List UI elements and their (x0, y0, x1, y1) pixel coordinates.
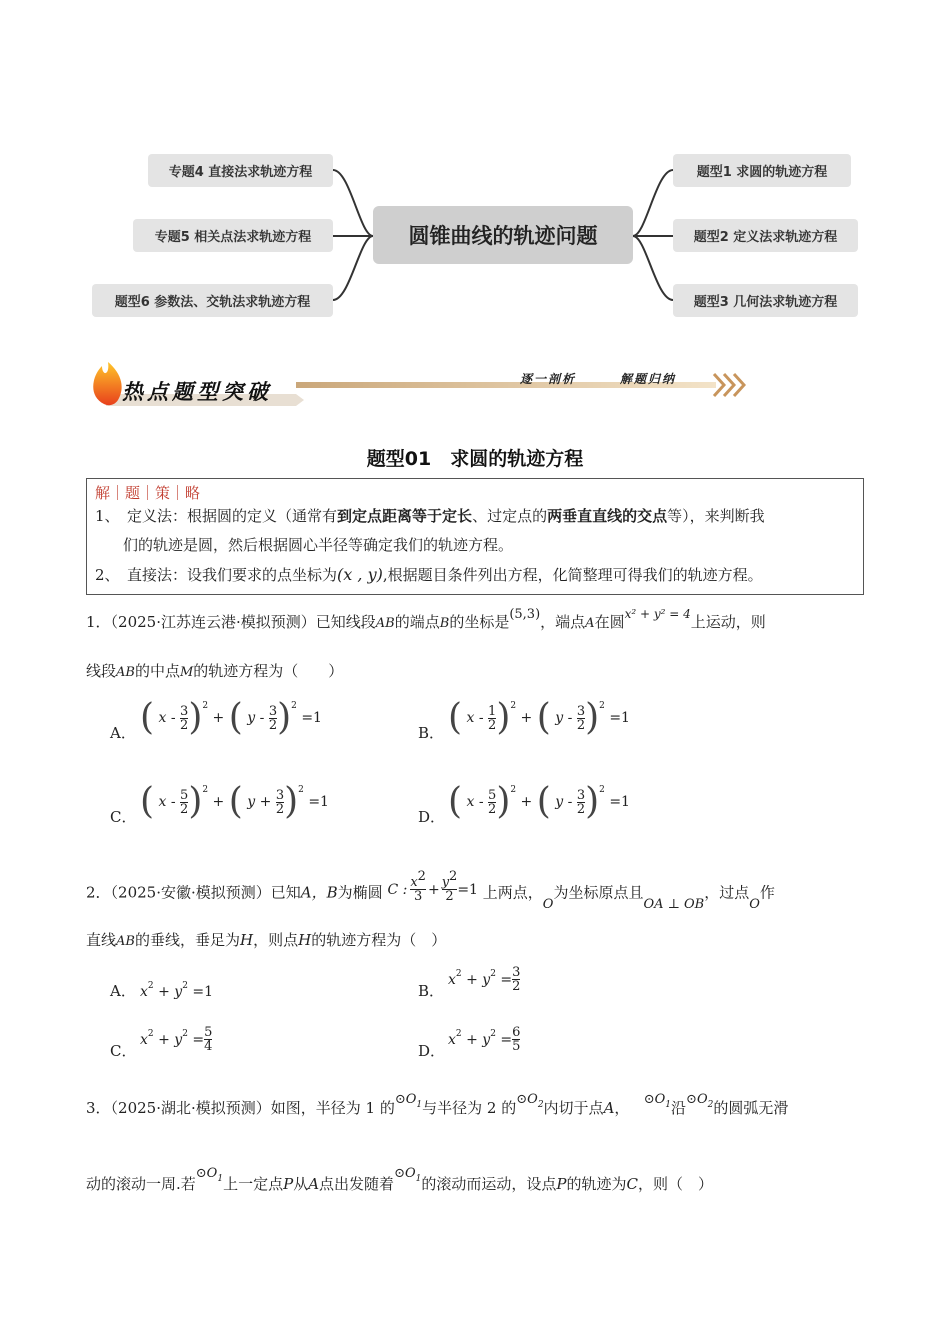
q2-option-c-equation: x 2 + y 2 = $\frac{5}{4}$ (140, 1025, 213, 1054)
mindmap-center: 圆锥曲线的轨迹问题 (373, 206, 633, 264)
banner-sub-summarize: 解题归纳 (620, 372, 677, 386)
q2-option-d-equation: x 2 + y 2 = $\frac{6}{5}$ (448, 1025, 521, 1054)
strategy-heading: 解｜题｜策｜略 (95, 484, 201, 502)
strategy-item-1-line2: 们的轨迹是圆，然后根据圆心半径等确定我们的轨迹方程。 (123, 536, 514, 554)
mindmap-node-type2: 题型2 定义法求轨迹方程 (673, 219, 858, 252)
flame-icon (93, 362, 121, 405)
q1-option-c-equation: ( x - $\frac{5}{2}$ ) 2 + ( y + $\frac{3}{2}$ ) 2 =1 (140, 781, 329, 822)
strategy-item-2: 2、 直接法：设我们要求的点坐标为(x , y),根据题目条件列出方程，化简整理可得我们的轨迹方程。 (95, 565, 763, 584)
q1-line1: 1．（2025·江苏连云港·模拟预测）已知线段AB的端点B的坐标是(5,3)，端点A在圆$^{x^2 + y^2 = 4}$上运动，则 (86, 607, 766, 631)
mindmap-node-topic4: 专题4 直接法求轨迹方程 (148, 154, 333, 187)
banner-title: 热点题型突破 (122, 379, 272, 404)
banner-sub-analyze: 逐一剖析 (520, 372, 577, 386)
q2-option-a-equation: x 2 + y 2 =1 (140, 981, 214, 1000)
mindmap-node-type6: 题型6 参数法、交轨法求轨迹方程 (92, 284, 333, 317)
q1-option-b-equation: ( x - $\frac{1}{2}$ ) 2 + ( y - $\frac{3}{2}$ ) 2 =1 (448, 697, 630, 738)
mindmap-node-topic5: 专题5 相关点法求轨迹方程 (133, 219, 333, 252)
q2-option-c-label[interactable]: C． (110, 1042, 137, 1060)
strategy-item-1: 1、 定义法：根据圆的定义（通常有到定点距离等于定长、过定点的两垂直直线的交点等），来判断我 (95, 507, 765, 525)
q1-option-b-label[interactable]: B． (418, 724, 445, 742)
q1-line2: 线段AB的中点M的轨迹方程为（ ） (86, 662, 344, 680)
q1-option-c-label[interactable]: C． (110, 808, 137, 826)
q2-option-a-label[interactable]: A． (110, 982, 136, 1000)
q3-line2: 动的滚动一周.若$⊙O_1$上一定点P从A点出发随着$⊙O_1$的滚动而运动，设点P的轨迹为C，则（ ） (86, 1166, 713, 1193)
q1-option-d-equation: ( x - $\frac{5}{2}$ ) 2 + ( y - $\frac{3}{2}$ ) 2 =1 (448, 781, 630, 822)
q2-option-b-label[interactable]: B． (418, 982, 445, 1000)
mindmap-node-type1: 题型1 求圆的轨迹方程 (673, 154, 851, 187)
q1-option-a-label[interactable]: A． (110, 724, 136, 742)
q2-option-b-equation: x 2 + y 2 = $\frac{3}{2}$ (448, 965, 521, 994)
q2-line2: 直线AB的垂线，垂足为H，则点H的轨迹方程为（ ） (86, 931, 447, 949)
q2-line1: 2．（2025·安徽·模拟预测）已知A，B为椭圆 C : $\frac{x2}{3}$ + $\frac{y2}{2}$ =1 上两点，O为坐标原点且OA ⊥ OB，过点O作 (86, 869, 775, 912)
q1-option-a-equation: ( x - $\frac{3}{2}$ ) 2 + ( y - $\frac{3}{2}$ ) 2 =1 (140, 697, 322, 738)
q3-line1: 3．（2025·湖北·模拟预测）如图，半径为 1 的$⊙O_1$与半径为 2 的$⊙O_2$内切于点A， $⊙O_1$沿$⊙O_2$的圆弧无滑 (86, 1092, 789, 1117)
section-title: 题型01 求圆的轨迹方程 (366, 448, 584, 470)
q1-option-d-label[interactable]: D． (418, 808, 446, 826)
mindmap-node-type3: 题型3 几何法求轨迹方程 (673, 284, 858, 317)
q2-ellipse-equation: C : $\frac{x2}{3}$ + $\frac{y2}{2}$ =1 (387, 869, 478, 904)
q2-option-d-label[interactable]: D． (418, 1042, 446, 1060)
